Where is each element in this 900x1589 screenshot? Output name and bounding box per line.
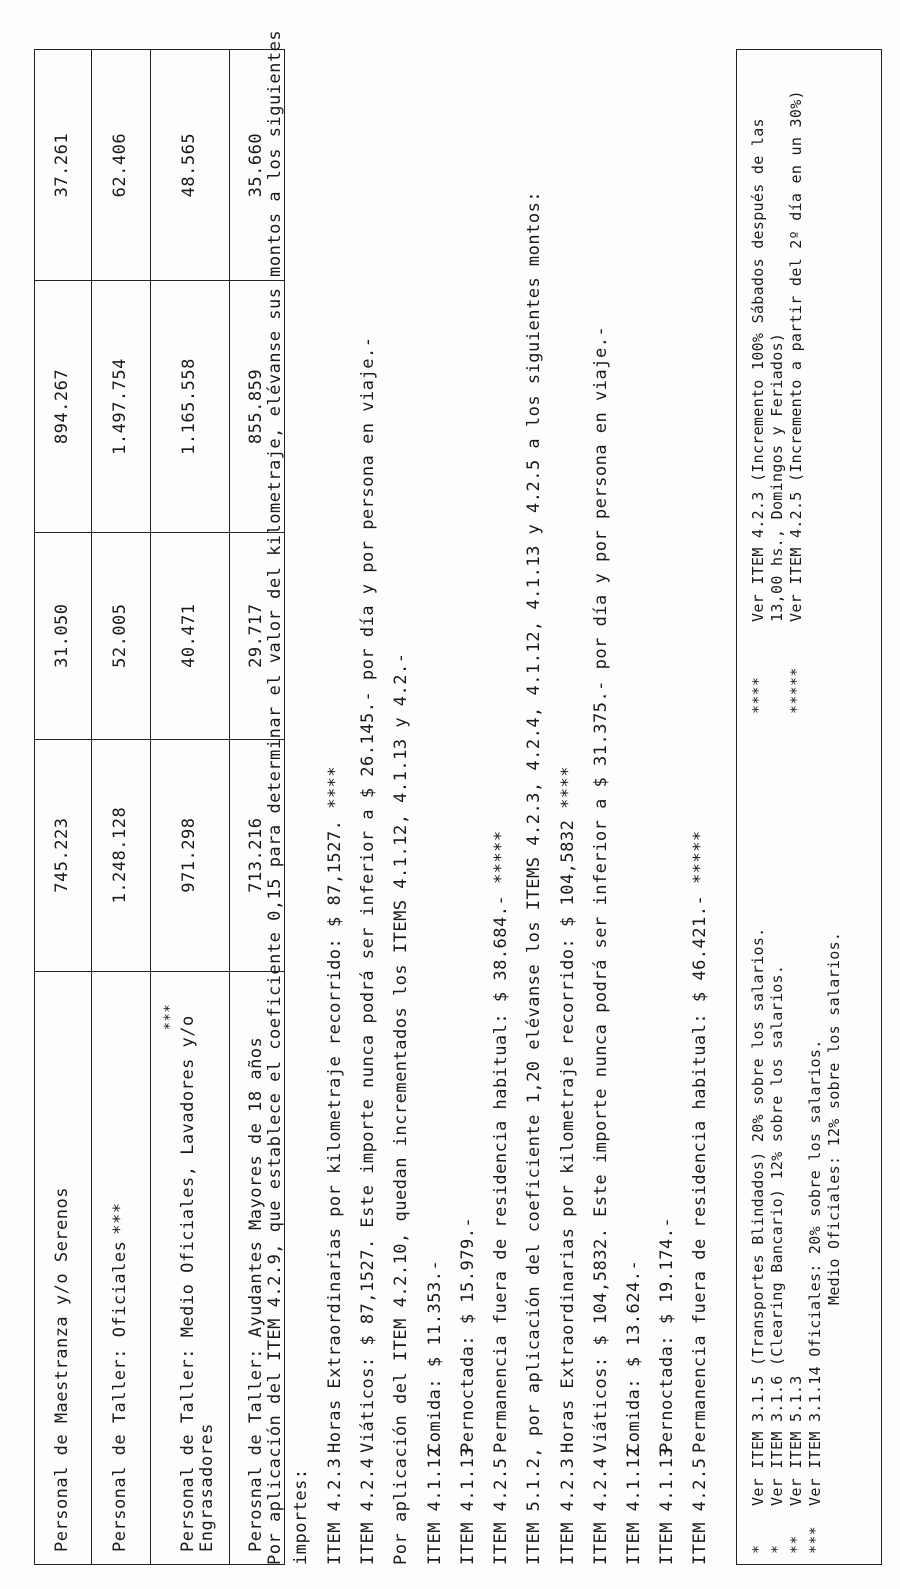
item-text: Viáticos: $ 87,1527. Este importe nunca podrá ser inferior a $ 26.145.- por día y por persona en viaje.- [358, 336, 378, 1453]
footnote [806, 724, 825, 1554]
table-row [151, 50, 230, 1565]
paragraph: Por aplicación del ITEM 4.2.9, que establece el coeficiente 0,15 para determinar el valor del kilometraje, elévanse sus montos a los siguientes importes: [265, 29, 311, 1565]
item-text: Permanencia fuera de residencia habitual: $ 46.421.- ***** [690, 830, 710, 1453]
footnote [768, 724, 787, 1554]
item-line [422, 25, 448, 1565]
item-code: ITEM 4.2.4 [358, 1457, 378, 1565]
item-text: Pernoctada: $ 19.174.- [657, 1216, 677, 1453]
footnote [749, 724, 768, 1554]
item-code: ITEM 4.2.4 [591, 1457, 611, 1565]
value-cell: 31.050 [35, 532, 92, 739]
footnote-marker: ***** [787, 667, 805, 714]
footnote-text: Ver ITEM 3.1.6 (Clearing Bancario) 12% sobre los salarios. [768, 964, 786, 1506]
table-row [35, 50, 92, 1565]
item-line [654, 25, 680, 1565]
body-text [262, 25, 720, 1565]
item-code: ITEM 4.1.12 [425, 1446, 445, 1565]
footnotes-left [749, 724, 844, 1554]
category-cell: Personal de Maestranza y/o Serenos [35, 971, 92, 1564]
item-text: Horas Extraordinarias por kilometraje recorrido: $ 104,5832 **** [558, 765, 578, 1453]
item-line [322, 25, 348, 1565]
value-cell: 971.298 [151, 739, 230, 971]
footnote-continuation: Medio Oficiales: 12% sobre los salarios. [825, 931, 843, 1305]
item-text: Comida: $ 11.353.- [425, 1259, 445, 1453]
value-cell: 1.497.754 [92, 281, 151, 533]
item-code: ITEM 4.2.3 [558, 1457, 578, 1565]
value-cell: 52.005 [92, 532, 151, 739]
category-cell: Personal de Taller: Oficiales*** [92, 971, 151, 1564]
footnote-marker: * [768, 1544, 786, 1554]
item-code: ITEM 4.1.12 [624, 1446, 644, 1565]
item-line [488, 25, 514, 1565]
item-code: ITEM 4.1.13 [458, 1446, 478, 1565]
footnote-marker: **** [749, 676, 767, 714]
category-cell: *** Personal de Taller: Medio Oficiales, Lavadores y/o Engrasadores [151, 971, 230, 1564]
item-text: Comida: $ 13.624.- [624, 1259, 644, 1453]
footnote-text: Ver ITEM 3.1.5 (Transportes Blindados) 20% sobre los salarios. [749, 927, 767, 1506]
footnote [749, 64, 787, 714]
footnote-text: Ver ITEM 4.2.3 (Incremento 100% Sábados después de las 13,00 hs., Domingos y Feriados) [749, 118, 786, 622]
footnotes-right [749, 64, 806, 714]
value-cell: 713.216 [230, 739, 285, 971]
item-code: ITEM 4.2.5 [491, 1457, 511, 1565]
table-row [92, 50, 151, 1565]
footnote [787, 64, 806, 714]
value-cell: 48.565 [151, 50, 230, 281]
value-cell: 40.471 [151, 532, 230, 739]
item-text: Pernoctada: $ 15.979.- [458, 1216, 478, 1453]
category-cell: Perosnal de Taller: Ayudantes Mayores de 18 años [230, 971, 285, 1564]
footnote-marker: ** [787, 1535, 805, 1554]
item-code: ITEM 4.2.3 [325, 1457, 345, 1565]
item-line [555, 25, 581, 1565]
value-cell: 62.406 [92, 50, 151, 281]
paragraph: ITEM 5.1.2, por aplicación del coeficiente 1,20 elévanse los ITEMS 4.2.3, 4.2.4, 4.1.12, 4.1.13 y 4.2.5 a los siguientes montos: [524, 190, 544, 1565]
value-cell: 29.717 [230, 532, 285, 739]
footnote-marker: * [749, 1544, 767, 1554]
item-line [455, 25, 481, 1565]
item-line [588, 25, 614, 1565]
item-text: Viáticos: $ 104,5832. Este importe nunca podrá ser inferior a $ 31.375.- por día y por persona en viaje.- [591, 325, 611, 1453]
footnote-text: Ver ITEM 3.1.14 Oficiales: 20% sobre los salarios. [806, 1039, 824, 1506]
salary-table [34, 49, 285, 1565]
value-cell: 745.223 [35, 739, 92, 971]
paragraph: Por aplicación del ITEM 4.2.10, quedan incrementados los ITEMS 4.1.12, 4.1.13 y 4.2.- [391, 652, 411, 1565]
value-cell: 1.248.128 [92, 739, 151, 971]
item-line [621, 25, 647, 1565]
value-cell: 894.267 [35, 281, 92, 533]
item-code: ITEM 4.2.5 [690, 1457, 710, 1565]
footnotes-box [736, 49, 882, 1565]
value-cell: 35.660 [230, 50, 285, 281]
value-cell: 37.261 [35, 50, 92, 281]
item-line [687, 25, 713, 1565]
item-text: Permanencia fuera de residencia habitual: $ 38.684.- ***** [491, 830, 511, 1453]
value-cell: 855.859 [230, 281, 285, 533]
footnote-marker: *** [162, 1003, 179, 1031]
footnote-text: Ver ITEM 5.1.3 [787, 1375, 805, 1506]
footnote [787, 724, 806, 1554]
footnote-marker: *** [806, 1526, 824, 1554]
item-line [355, 25, 381, 1565]
footnote-marker: *** [110, 1202, 131, 1235]
item-text: Horas Extraordinarias por kilometraje recorrido: $ 87,1527. **** [325, 765, 345, 1453]
footnote-text: Ver ITEM 4.2.5 (Incremento a partir del 2º día en un 30%) [787, 90, 805, 622]
item-code: ITEM 4.1.13 [657, 1446, 677, 1565]
value-cell: 1.165.558 [151, 281, 230, 533]
